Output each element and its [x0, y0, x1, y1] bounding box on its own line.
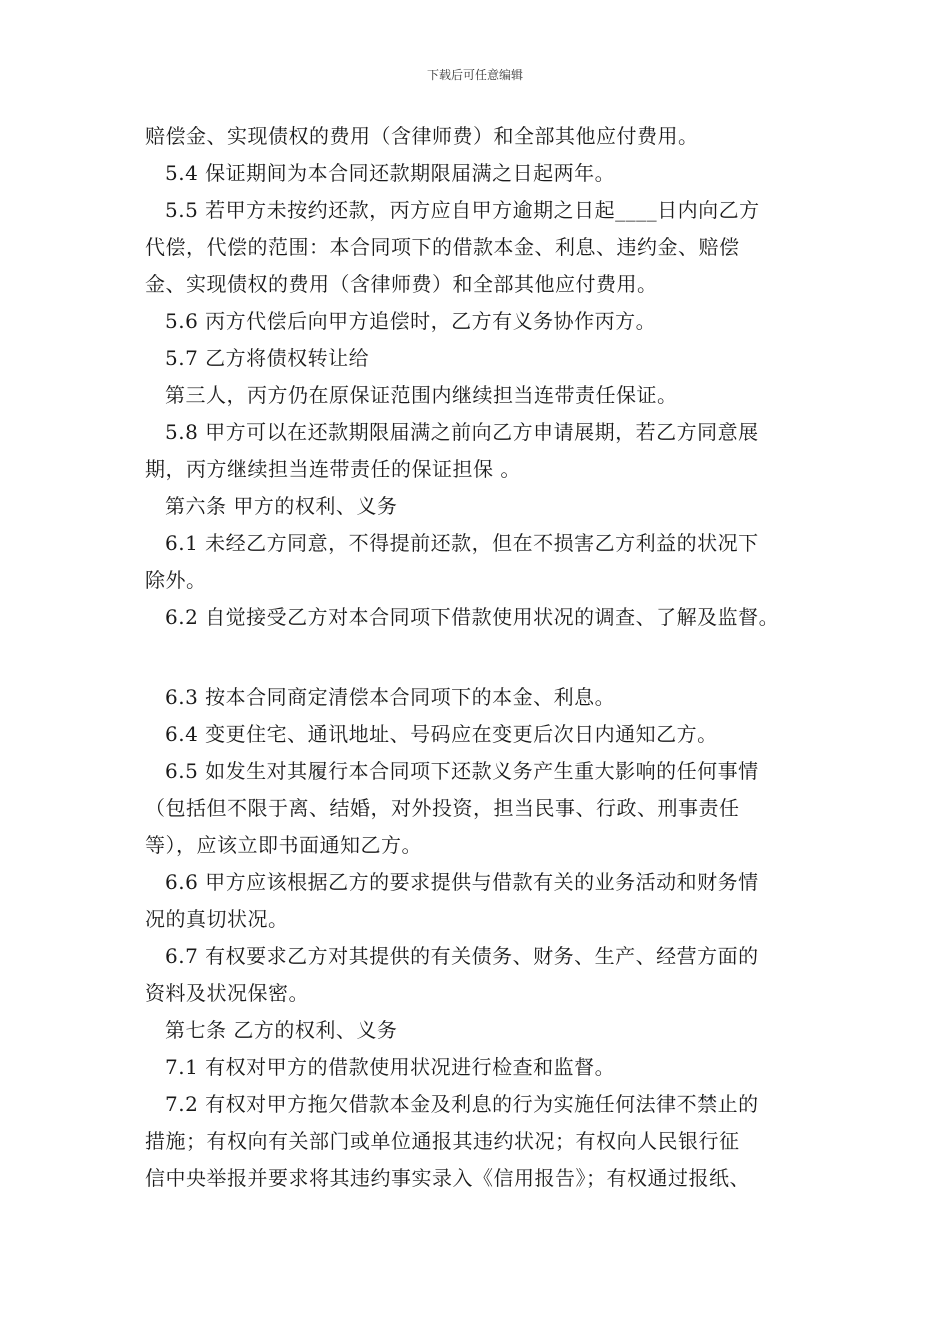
paragraph-line: 资料及状况保密。: [145, 981, 309, 1005]
paragraph-line: （包括但不限于离、结婚，对外投资，担当民事、行政、刑事责任: [145, 796, 740, 820]
paragraph-line: 第三人，丙方仍在原保证范围内继续担当连带责任保证。: [165, 383, 678, 407]
paragraph-line: 期，丙方继续担当连带责任的保证担保 。: [145, 457, 521, 481]
paragraph-line: 5.7 乙方将债权转让给: [165, 346, 370, 370]
paragraph-line: 7.2 有权对甲方拖欠借款本金及利息的行为实施任何法律不禁止的: [165, 1092, 759, 1116]
paragraph-line: 除外。: [145, 568, 207, 592]
paragraph-line: 5.5 若甲方未按约还款，丙方应自甲方逾期之日起____日内向乙方: [165, 198, 760, 222]
paragraph-line: 6.3 按本合同商定清偿本合同项下的本金、利息。: [165, 685, 616, 709]
paragraph-line: 金、实现债权的费用（含律师费）和全部其他应付费用。: [145, 272, 658, 296]
paragraph-line: 措施；有权向有关部门或单位通报其违约状况；有权向人民银行征: [145, 1129, 740, 1153]
paragraph-line: 6.2 自觉接受乙方对本合同项下借款使用状况的调查、了解及监督。: [165, 605, 780, 629]
section-heading: 第七条 乙方的权利、义务: [165, 1018, 398, 1042]
paragraph-line: 况的真切状况。: [145, 907, 289, 931]
document-body: [145, 118, 825, 1197]
paragraph-line: 5.4 保证期间为本合同还款期限届满之日起两年。: [165, 161, 616, 185]
paragraph-line: 信中央举报并要求将其违约事实录入《信用报告》；有权通过报纸、: [145, 1166, 750, 1190]
paragraph-line: 6.5 如发生对其履行本合同项下还款义务产生重大影响的任何事情: [165, 759, 759, 783]
paragraph-line: 等），应该立即书面通知乙方。: [145, 833, 422, 857]
paragraph-line: 5.8 甲方可以在还款期限届满之前向乙方申请展期，若乙方同意展: [165, 420, 759, 444]
paragraph-line: 6.4 变更住宅、通讯地址、号码应在变更后次日内通知乙方。: [165, 722, 718, 746]
paragraph-line: 5.6 丙方代偿后向甲方追偿时，乙方有义务协作丙方。: [165, 309, 657, 333]
paragraph-line: 赔偿金、实现债权的费用（含律师费）和全部其他应付费用。: [145, 124, 699, 148]
paragraph-line: 6.6 甲方应该根据乙方的要求提供与借款有关的业务活动和财务情: [165, 870, 759, 894]
section-heading: 第六条 甲方的权利、义务: [165, 494, 398, 518]
paragraph-line: 7.1 有权对甲方的借款使用状况进行检查和监督。: [165, 1055, 616, 1079]
page-header-note: 下载后可任意编辑: [426, 68, 523, 82]
paragraph-line: 6.1 未经乙方同意，不得提前还款，但在不损害乙方利益的状况下: [165, 531, 759, 555]
paragraph-line: 代偿，代偿的范围：本合同项下的借款本金、利息、违约金、赔偿: [145, 235, 740, 259]
paragraph-gap: [145, 636, 825, 679]
paragraph-line: 6.7 有权要求乙方对其提供的有关债务、财务、生产、经营方面的: [165, 944, 759, 968]
